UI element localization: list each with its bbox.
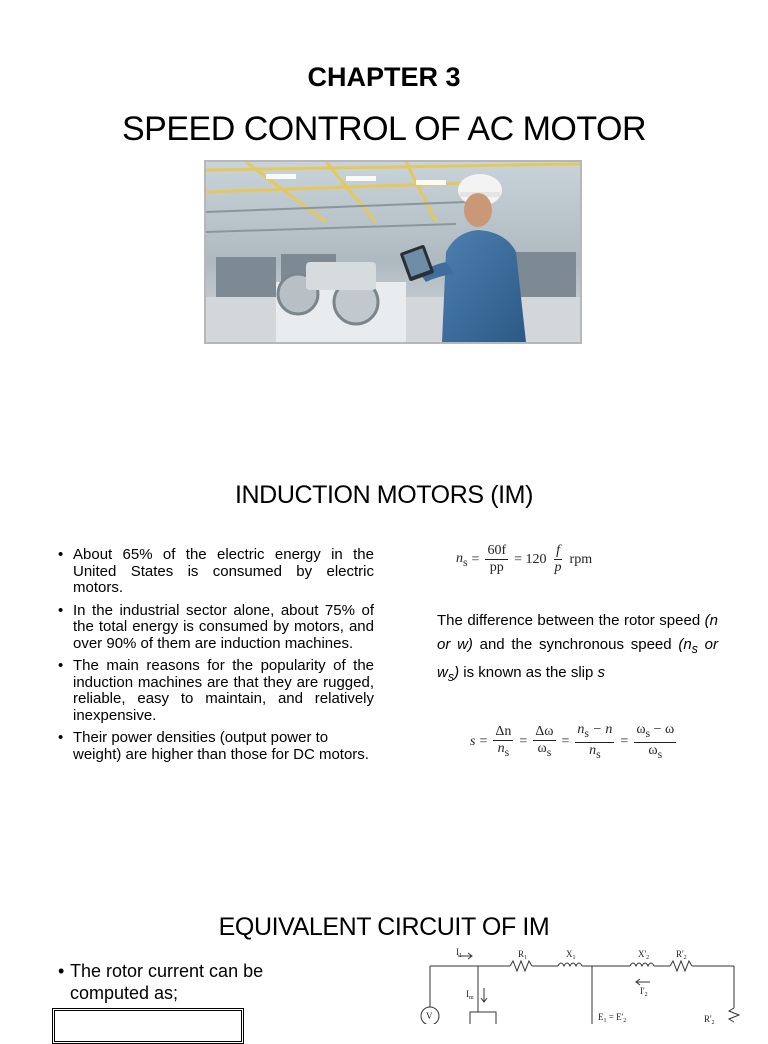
fraction: $\frac{\Delta\omega}{\omega_s}$ <box>535 723 554 759</box>
eq-sign: = <box>561 734 570 750</box>
bullet-text: The main reasons for the popularity of the induction machines are that they are rugged, reliable, easy to maintain, and relatively inexpensive. <box>73 657 374 724</box>
svg-text:E1 = E'2: $E_1 = E'_2$ <box>598 1012 627 1024</box>
fraction: $\frac{60f}{pp}$ <box>487 543 507 575</box>
eq-sign: = <box>471 551 480 567</box>
bullet-list <box>58 547 374 769</box>
bullet-glyph: • <box>58 729 64 746</box>
svg-text:I1: $I_1$ <box>456 948 462 959</box>
svg-text:Im: $I_m$ <box>466 989 474 1001</box>
svg-text:X1: $X_1$ <box>566 949 576 961</box>
svg-text:X'2: $X'_2$ <box>638 949 650 961</box>
bullet-text: About 65% of the electric energy in the United States is consumed by electric motors. <box>73 546 374 596</box>
eq-term: $n_s$ <box>456 550 468 569</box>
eq-sign: = <box>519 734 528 750</box>
eq-sign: = 120 <box>514 551 547 567</box>
fraction: $\frac{\Delta n}{n_s}$ <box>495 723 512 759</box>
voltage-label: V <box>426 1011 433 1021</box>
bullet-text: In the industrial sector alone, about 75% of the total energy is consumed by motors, and over 90% of them are induction machines. <box>73 601 374 652</box>
bullet-glyph: • <box>58 546 64 563</box>
unit: rpm <box>569 551 593 567</box>
list-item <box>58 547 374 597</box>
factory-photo <box>204 160 582 344</box>
eq-term: s <box>470 734 476 750</box>
bullet-glyph: • <box>58 657 64 674</box>
svg-text:I'2: $I'_2$ <box>640 986 648 998</box>
svg-text:R'2: $R'_2$ <box>676 949 687 961</box>
bullet-glyph: • <box>58 601 64 619</box>
equivalent-circuit-heading: EQUIVALENT CIRCUIT OF IM <box>218 913 550 941</box>
slide-title: SPEED CONTROL OF AC MOTOR <box>121 110 646 148</box>
bullet-glyph: • <box>58 961 65 981</box>
list-item <box>58 658 374 724</box>
slip-description: The difference between the rotor speed (n or w) and the synchronous speed ($n_s$ or $w_s$) is known as the slip s <box>437 612 718 684</box>
fraction: $\frac{f}{p}$ <box>554 543 562 575</box>
svg-text:R'2: $R'_2$ <box>704 1014 715 1024</box>
slip-equation <box>470 722 678 763</box>
svg-text:R1: $R_1$ <box>518 949 528 961</box>
fraction: $\frac{\omega_s - \omega}{\omega_s}$ <box>636 722 675 761</box>
bullet-text: The rotor current can be computed as; <box>70 961 264 1003</box>
synchronous-speed-equation <box>456 543 592 576</box>
fraction: $\frac{n_s - n}{n_s}$ <box>577 722 613 761</box>
list-item <box>58 730 374 763</box>
bullet-text: Their power densities (output power to weight) are higher than those for DC motors. <box>73 729 369 763</box>
induction-motors-heading: INDUCTION MOTORS (IM) <box>234 481 534 509</box>
rotor-current-formula-box <box>52 1008 244 1044</box>
list-item <box>58 603 374 653</box>
chapter-label: CHAPTER 3 <box>307 62 461 92</box>
eq-sign: = <box>479 734 488 750</box>
equivalent-circuit-diagram <box>418 948 748 1024</box>
rotor-current-bullet <box>58 960 328 1004</box>
eq-sign: = <box>620 734 629 750</box>
